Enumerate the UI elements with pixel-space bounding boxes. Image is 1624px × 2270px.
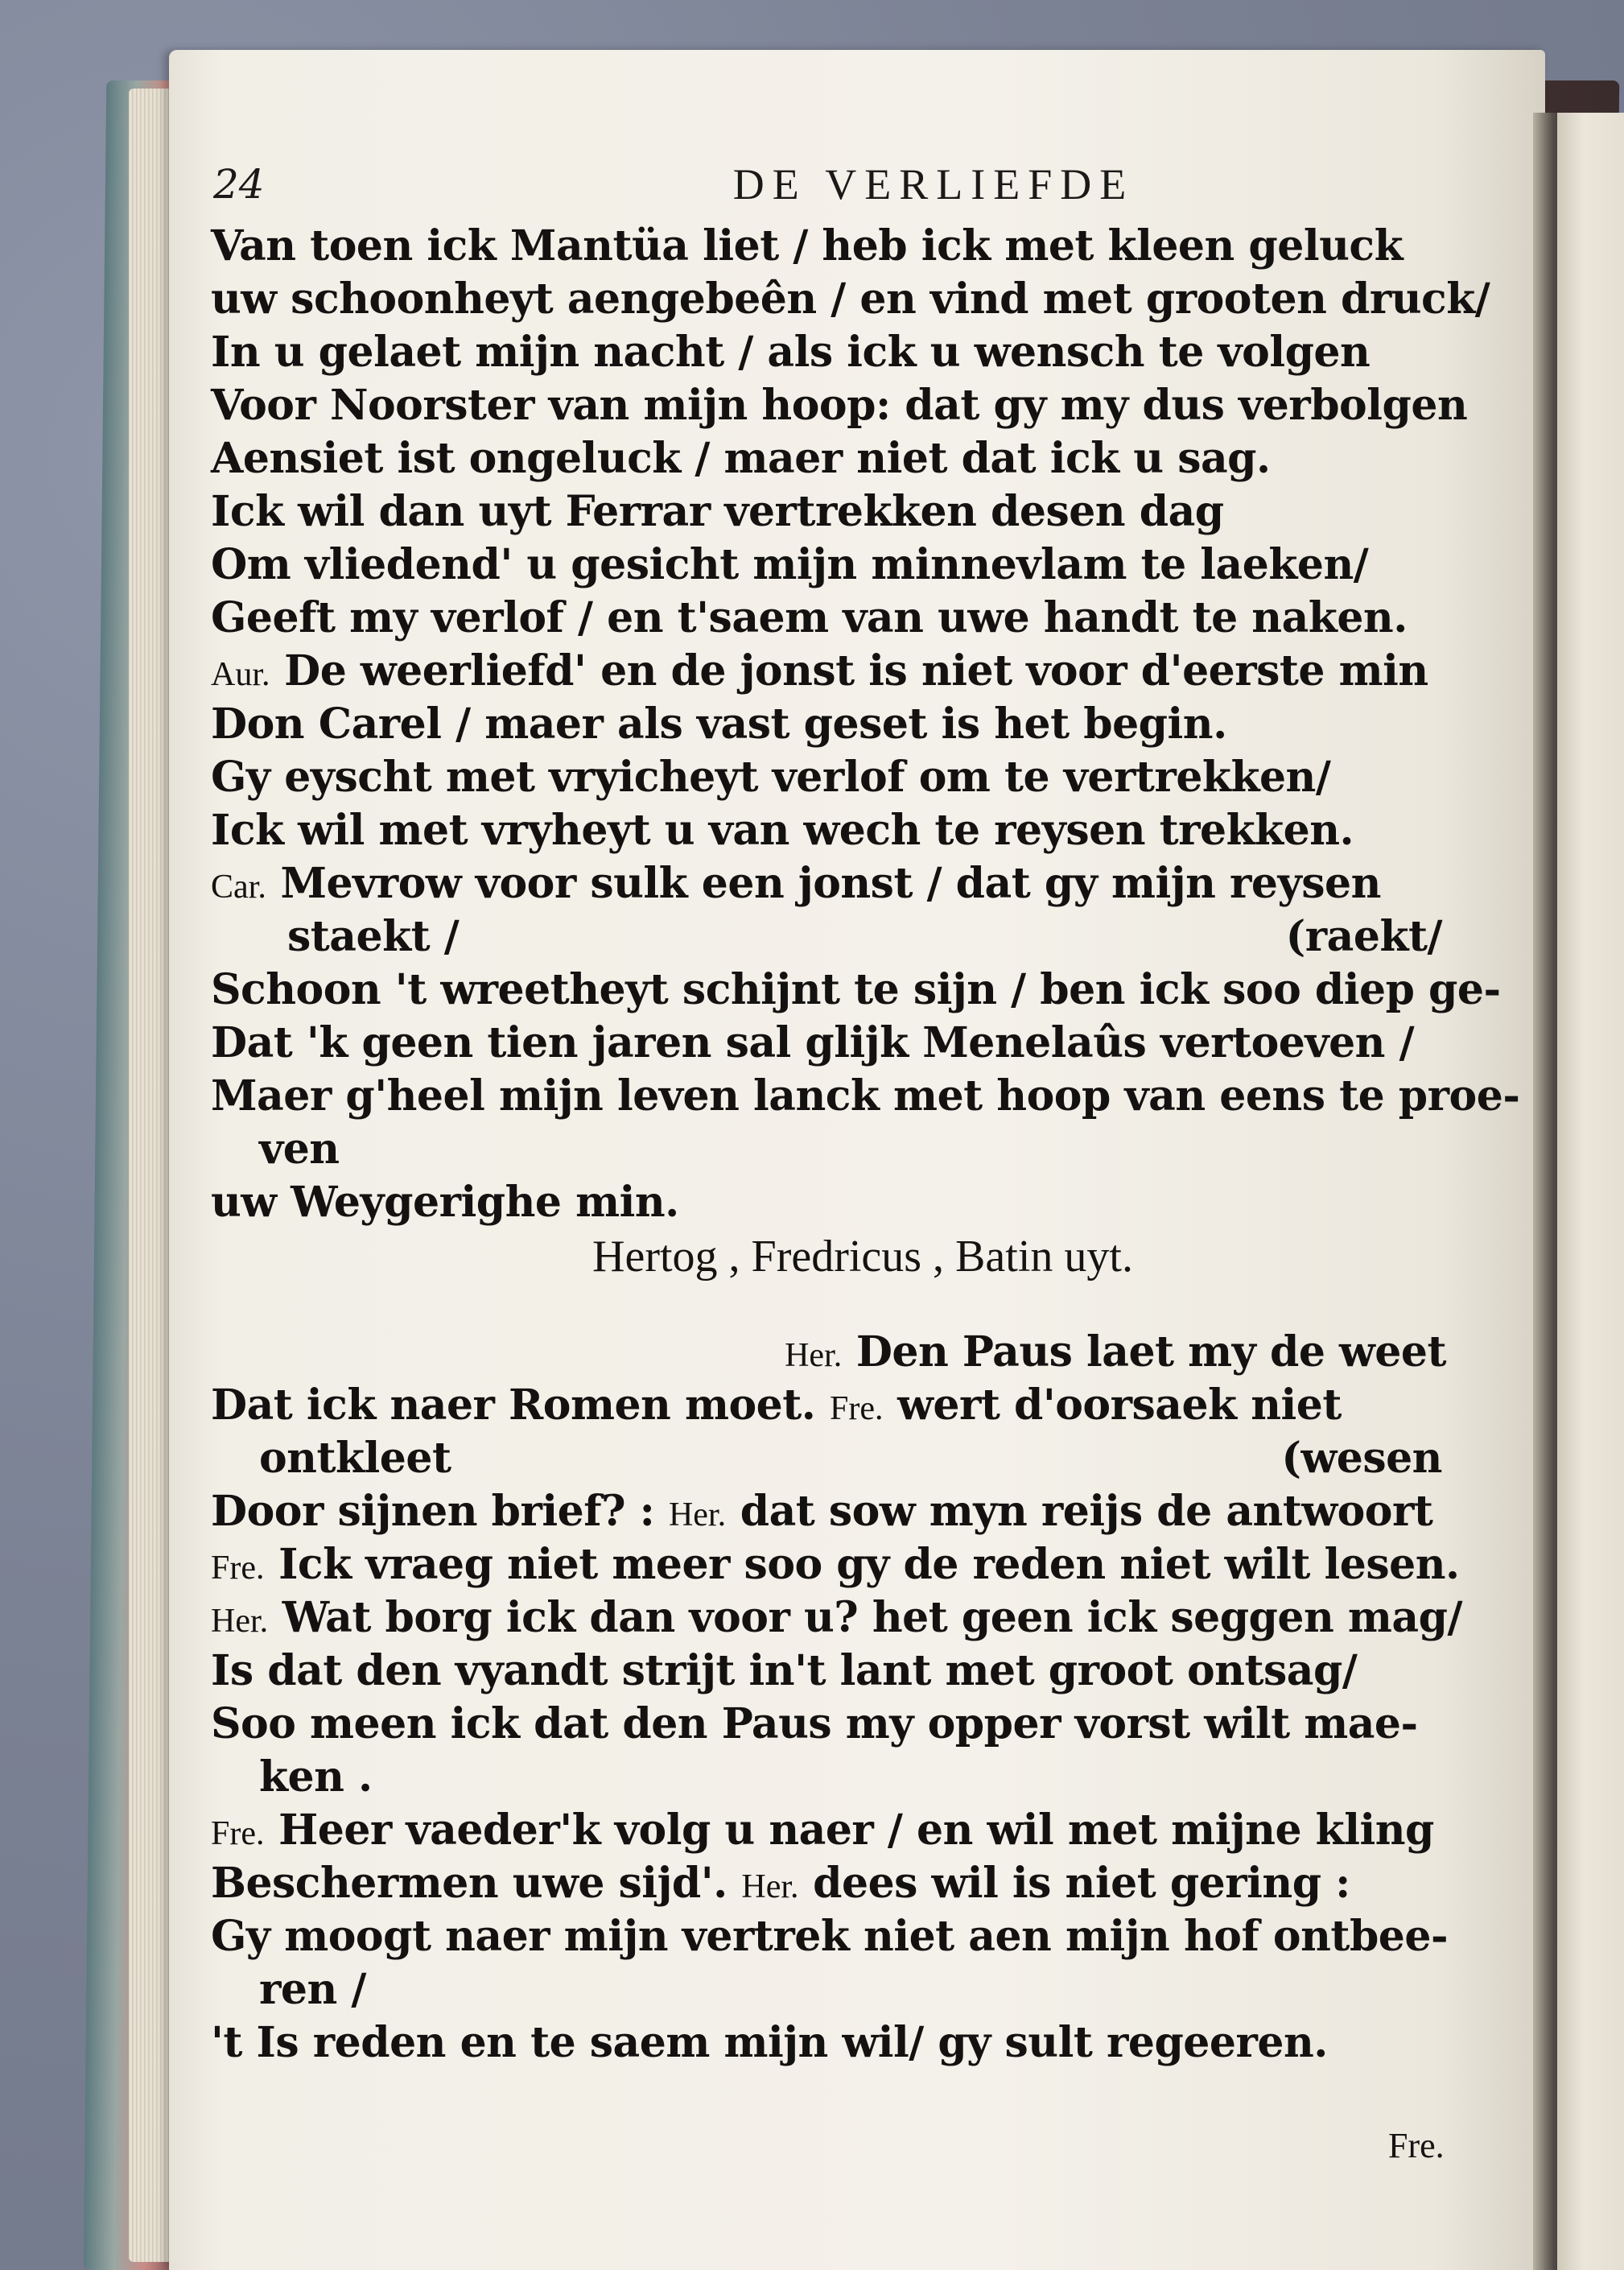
text-line — [211, 965, 1515, 1018]
facing-page-edge — [1557, 113, 1624, 2270]
running-title: DE VERLIEFDE — [732, 160, 1135, 208]
turnover-fragment: (raekt/ — [1285, 912, 1442, 961]
text-line — [211, 381, 1515, 434]
verse-text: ken . — [259, 1752, 373, 1802]
verse-text: Is dat den vyandt strijt in't lant met groot ontsag/ — [211, 1646, 1358, 1695]
text-line — [211, 540, 1515, 593]
text-line — [211, 1593, 1515, 1646]
verse-text: uw Weygerighe min. — [211, 1178, 679, 1227]
speaker-label: Her. — [668, 1496, 727, 1533]
dialogue-block-2 — [211, 1327, 1515, 2071]
text-line — [211, 1327, 1515, 1381]
text-line — [211, 221, 1515, 274]
turnover-fragment: (wesen — [1281, 1434, 1442, 1483]
text-line — [211, 434, 1515, 487]
text-line — [211, 2018, 1515, 2071]
verse-text: Maer g'heel mijn leven lanck met hoop van eens te proe- — [211, 1071, 1520, 1121]
verse-text: dees wil is niet gering : — [813, 1859, 1350, 1908]
page-header — [213, 161, 1485, 217]
speaker-label: Fre. — [211, 1550, 265, 1587]
text-line — [211, 1806, 1515, 1859]
text-line — [211, 859, 1515, 912]
verse-text: Ick vraeg niet meer soo gy de reden niet wilt lesen. — [278, 1540, 1460, 1589]
text-line — [211, 1487, 1515, 1540]
text-line — [211, 806, 1515, 859]
text-line — [211, 753, 1515, 806]
verse-text: dat sow myn reijs de antwoort — [740, 1487, 1433, 1536]
speaker-label: Her. — [785, 1337, 843, 1374]
verse-text: ven — [259, 1125, 340, 1174]
verse-text: Den Paus laet my de weet — [855, 1327, 1446, 1376]
text-line — [211, 1965, 1515, 2018]
verse-text: Ick wil dan uyt Ferrar vertrekken desen dag — [211, 487, 1224, 536]
text-line — [211, 1859, 1515, 1912]
dialogue-block-1 — [211, 221, 1520, 1231]
verse-text: Wat borg ick dan voor u? het geen ick seggen mag/ — [282, 1593, 1462, 1642]
speaker-label: Fre. — [829, 1390, 884, 1427]
verse-text: Dat ick naer Romen moet. — [211, 1381, 816, 1430]
text-line — [211, 1018, 1515, 1071]
text-line — [211, 1699, 1515, 1752]
verse-text: Don Carel / maer als vast geset is het begin. — [211, 700, 1227, 749]
verse-text: Geeft my verlof / en t'saem van uwe handt te naken. — [211, 593, 1408, 642]
text-line — [211, 1752, 1515, 1806]
verse-text: Mevrow voor sulk een jonst / dat gy mijn reysen — [280, 859, 1381, 908]
stage-direction: Hertog , Fredricus , Batin uyt. — [592, 1232, 1133, 1282]
verse-text: Ick wil met vryheyt u van wech te reysen trekken. — [211, 806, 1354, 855]
verse-text: Heer vaeder'k volg u naer / en wil met mijne kling — [278, 1806, 1434, 1855]
catchword: Fre. — [1388, 2126, 1445, 2165]
verse-text: ontkleet — [259, 1434, 451, 1483]
page-body — [211, 221, 1520, 2071]
verse-text: Voor Noorster van mijn hoop: dat gy my dus verbolgen — [211, 381, 1468, 430]
text-line — [211, 646, 1515, 700]
text-line — [211, 593, 1515, 646]
text-line — [211, 1912, 1515, 1965]
speaker-label: Her. — [741, 1868, 799, 1905]
speaker-label: Car. — [211, 869, 266, 906]
verse-text: uw schoonheyt aengebeên / en vind met grooten druck/ — [211, 274, 1490, 324]
text-line — [211, 274, 1515, 328]
verse-text: Gy eyscht met vryicheyt verlof om te vertrekken/ — [211, 753, 1331, 802]
verse-text: In u gelaet mijn nacht / als ick u wensch te volgen — [211, 328, 1371, 377]
speaker-label: Fre. — [211, 1815, 265, 1852]
text-line — [211, 1434, 1515, 1487]
verse-text: wert d'oorsaek niet — [897, 1381, 1342, 1430]
verse-text: Door sijnen brief? : — [211, 1487, 655, 1536]
text-line — [211, 1178, 1515, 1231]
text-line — [211, 328, 1515, 381]
verse-text: Soo meen ick dat den Paus my opper vorst wilt mae- — [211, 1699, 1418, 1748]
verse-text: staekt / — [287, 912, 460, 961]
verse-text: Gy moogt naer mijn vertrek niet aen mijn hof ontbee- — [211, 1912, 1449, 1961]
verse-text: Dat 'k geen tien jaren sal glijk Menelaûs vertoeven / — [211, 1018, 1415, 1067]
verse-text: Aensiet ist ongeluck / maer niet dat ick u sag. — [211, 434, 1271, 483]
verse-text: 't Is reden en te saem mijn wil/ gy sult regeeren. — [211, 2018, 1328, 2067]
text-line — [211, 1125, 1515, 1178]
text-line — [211, 1381, 1515, 1434]
speaker-label: Her. — [211, 1603, 269, 1640]
verse-text: Schoon 't wreetheyt schijnt te sijn / ben ick soo diep ge- — [211, 965, 1501, 1014]
speaker-label: Aur. — [211, 656, 270, 693]
text-line — [211, 487, 1515, 540]
text-line — [211, 700, 1515, 753]
verse-text: Om vliedend' u gesicht mijn minnevlam te laeken/ — [211, 540, 1369, 589]
text-line — [211, 1540, 1515, 1593]
verse-text: ren / — [259, 1965, 366, 2014]
text-line — [211, 912, 1515, 965]
text-line — [211, 1071, 1520, 1125]
page-number: 24 — [213, 161, 265, 208]
verse-text: De weerliefd' en de jonst is niet voor d'eerste min — [284, 646, 1428, 695]
text-line — [211, 1646, 1515, 1699]
verse-text: Beschermen uwe sijd'. — [211, 1859, 728, 1908]
verse-text: Van toen ick Mantüa liet / heb ick met kleen geluck — [211, 221, 1403, 270]
